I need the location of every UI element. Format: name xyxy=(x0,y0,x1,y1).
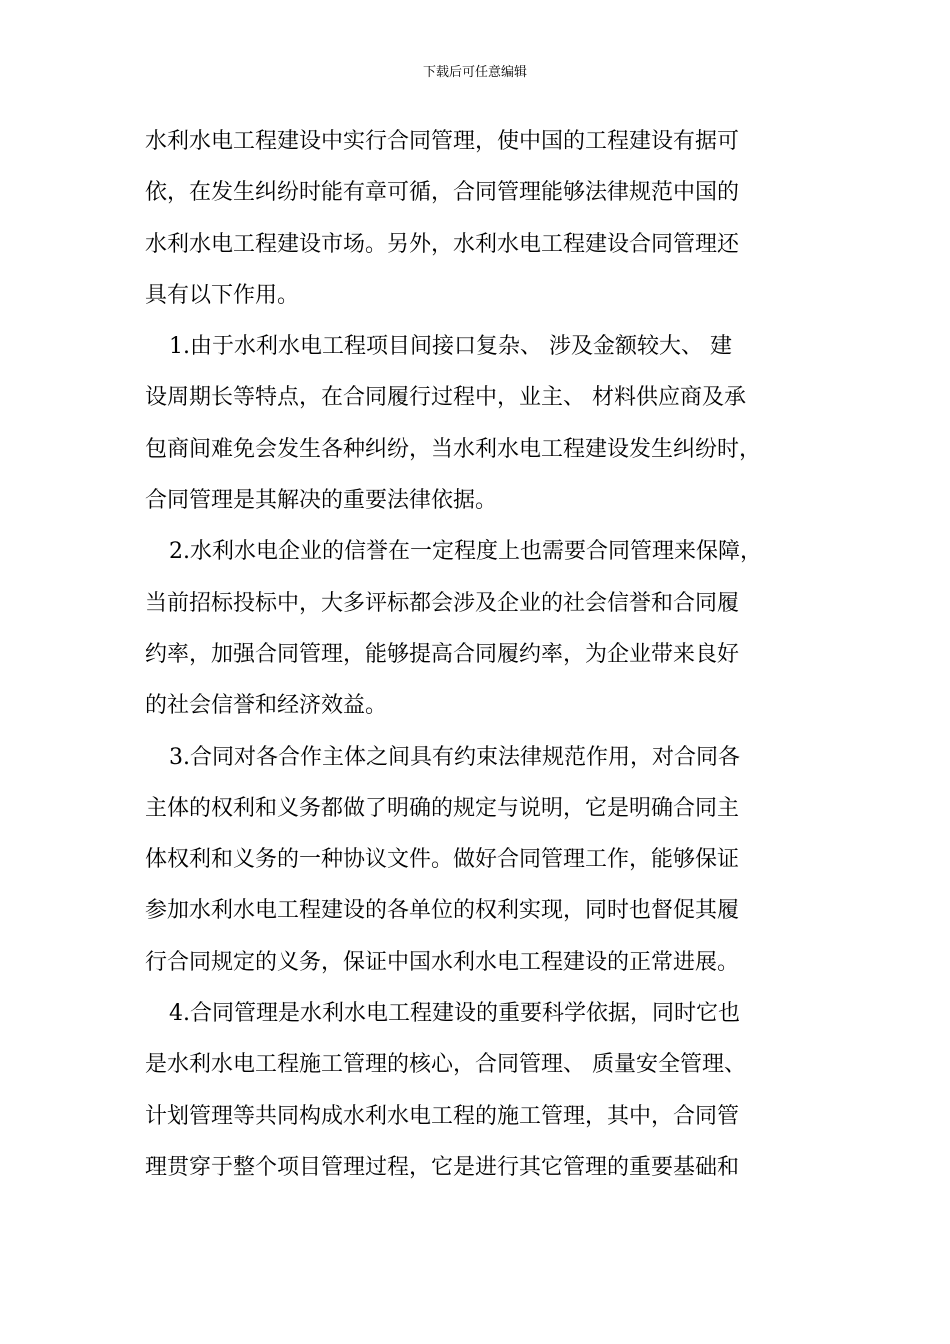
text-line: 主体的权利和义务都做了明确的规定与说明，它是明确合同主 xyxy=(145,795,740,821)
text-line: 具有以下作用。 xyxy=(145,282,300,308)
paragraph-point-2 xyxy=(145,526,785,731)
text-line: 理贯穿于整个项目管理过程，它是进行其它管理的重要基础和 xyxy=(145,1154,740,1180)
text-line: 4.合同管理是水利水电工程建设的重要科学依据，同时它也 xyxy=(169,1001,740,1027)
text-line: 3.合同对各合作主体之间具有约束法律规范作用，对合同各 xyxy=(169,744,740,770)
page-header: 下载后可任意编辑 xyxy=(422,65,527,80)
text-line: 的社会信誉和经济效益。 xyxy=(145,693,388,719)
text-line: 计划管理等共同构成水利水电工程的施工管理，其中，合同管 xyxy=(145,1103,740,1129)
text-line: 2.水利水电企业的信誉在一定程度上也需要合同管理来保障， xyxy=(169,539,762,565)
text-line: 约率，加强合同管理，能够提高合同履约率，为企业带来良好 xyxy=(145,641,740,667)
text-line: 水利水电工程建设市场。另外，水利水电工程建设合同管理还 xyxy=(145,231,740,257)
text-line: 行合同规定的义务，保证中国水利水电工程建设的正常进展。 xyxy=(145,949,740,975)
text-line: 水利水电工程建设中实行合同管理，使中国的工程建设有据可 xyxy=(145,129,740,154)
document-body xyxy=(145,116,785,1193)
text-line: 设周期长等特点，在合同履行过程中，业主、 材料供应商及承 xyxy=(145,385,746,411)
paragraph-point-3 xyxy=(145,732,785,988)
text-line: 包商间难免会发生各种纠纷，当水利水电工程建设发生纠纷时， xyxy=(145,436,762,462)
text-line: 是水利水电工程施工管理的核心，合同管理、 质量安全管理、 xyxy=(145,1052,746,1078)
text-line: 1.由于水利水电工程项目间接口复杂、 涉及金额较大、 建 xyxy=(169,334,732,360)
text-line: 体权利和义务的一种协议文件。做好合同管理工作，能够保证 xyxy=(145,847,740,873)
text-line: 依，在发生纠纷时能有章可循，合同管理能够法律规范中国的 xyxy=(145,180,740,206)
text-line: 当前招标投标中，大多评标都会涉及企业的社会信誉和合同履 xyxy=(145,590,740,616)
paragraph-point-1 xyxy=(145,321,785,526)
paragraph-point-4 xyxy=(145,988,785,1193)
paragraph-intro xyxy=(145,116,785,321)
text-line: 参加水利水电工程建设的各单位的权利实现，同时也督促其履 xyxy=(145,898,740,924)
text-line: 合同管理是其解决的重要法律依据。 xyxy=(145,488,498,514)
